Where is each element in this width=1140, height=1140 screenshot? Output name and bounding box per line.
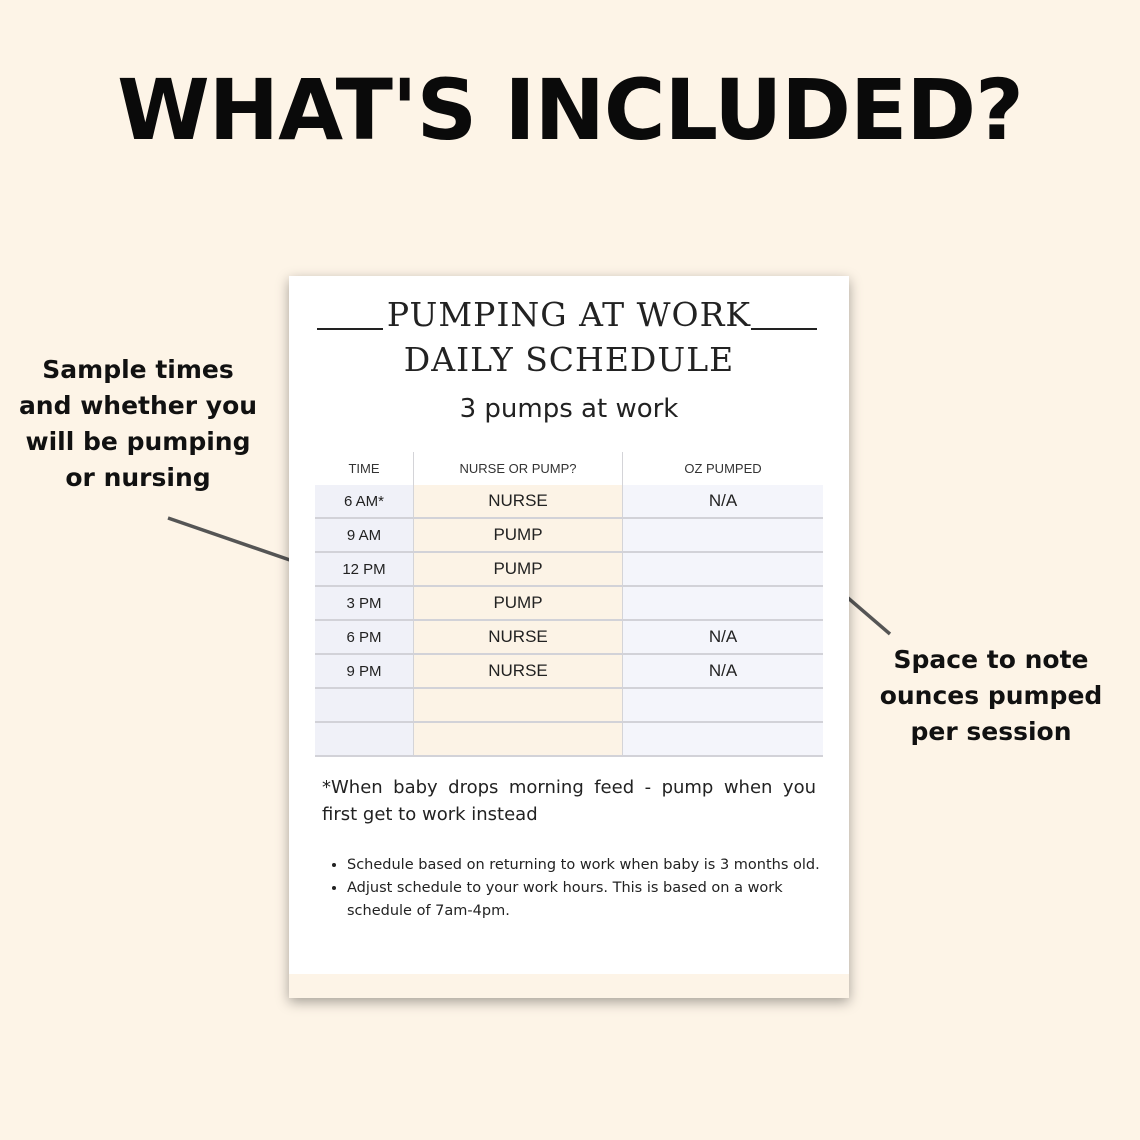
schedule-sheet	[289, 276, 849, 998]
footnote: *When baby drops morning feed - pump when you first get to work instead	[322, 777, 816, 825]
nurse-or-pump-cell: PUMP	[413, 553, 622, 585]
oz-pumped-cell	[622, 723, 823, 755]
nurse-or-pump-cell: NURSE	[413, 621, 622, 653]
time-cell: 12 PM	[315, 553, 413, 585]
time-cell: 3 PM	[315, 587, 413, 619]
time-cell	[315, 723, 413, 755]
sheet-title: PUMPING AT WORK	[386, 295, 752, 334]
list-item: • Schedule based on returning to work when baby is 3 months old.	[347, 854, 833, 877]
oz-pumped-cell	[622, 689, 823, 721]
table-row	[315, 587, 823, 621]
table-row	[315, 553, 823, 587]
callout-ounces-space: Space to note ounces pumped per session	[879, 645, 1103, 746]
table-row	[315, 621, 823, 655]
oz-pumped-cell	[622, 519, 823, 551]
column-header-nurse-or-pump: NURSE OR PUMP?	[413, 452, 622, 485]
table-row	[315, 485, 823, 519]
nurse-or-pump-cell: PUMP	[413, 519, 622, 551]
nurse-or-pump-cell	[413, 723, 622, 755]
time-cell: 9 PM	[315, 655, 413, 687]
nurse-or-pump-cell: PUMP	[413, 587, 622, 619]
time-cell: 6 PM	[315, 621, 413, 653]
time-cell: 6 AM*	[315, 485, 413, 517]
column-header-time: TIME	[348, 461, 380, 476]
sheet-footer-band	[289, 974, 849, 998]
list-item: • Adjust schedule to your work hours. This is based on a work schedule of 7am-4pm.	[347, 877, 833, 923]
table-row-empty	[315, 723, 823, 757]
nurse-or-pump-cell: NURSE	[413, 485, 622, 517]
column-header-oz-pumped: OZ PUMPED	[622, 452, 823, 485]
oz-pumped-cell: N/A	[622, 485, 823, 517]
table-row-empty	[315, 689, 823, 723]
nurse-or-pump-cell: NURSE	[413, 655, 622, 687]
nurse-or-pump-cell	[413, 689, 622, 721]
notes-list	[329, 854, 833, 923]
time-cell	[315, 689, 413, 721]
table-row	[315, 655, 823, 689]
oz-pumped-cell: N/A	[622, 655, 823, 687]
table-row	[315, 519, 823, 553]
time-cell: 9 AM	[315, 519, 413, 551]
oz-pumped-cell	[622, 587, 823, 619]
schedule-table	[315, 452, 823, 757]
sheet-title-second-line: DAILY SCHEDULE	[403, 340, 735, 379]
page-headline: WHAT'S INCLUDED?	[117, 61, 1023, 159]
table-header	[315, 452, 823, 485]
oz-pumped-cell: N/A	[622, 621, 823, 653]
sheet-subtitle: 3 pumps at work	[459, 394, 679, 424]
oz-pumped-cell	[622, 553, 823, 585]
callout-sample-times: Sample times and whether you will be pumping or nursing	[18, 355, 258, 492]
